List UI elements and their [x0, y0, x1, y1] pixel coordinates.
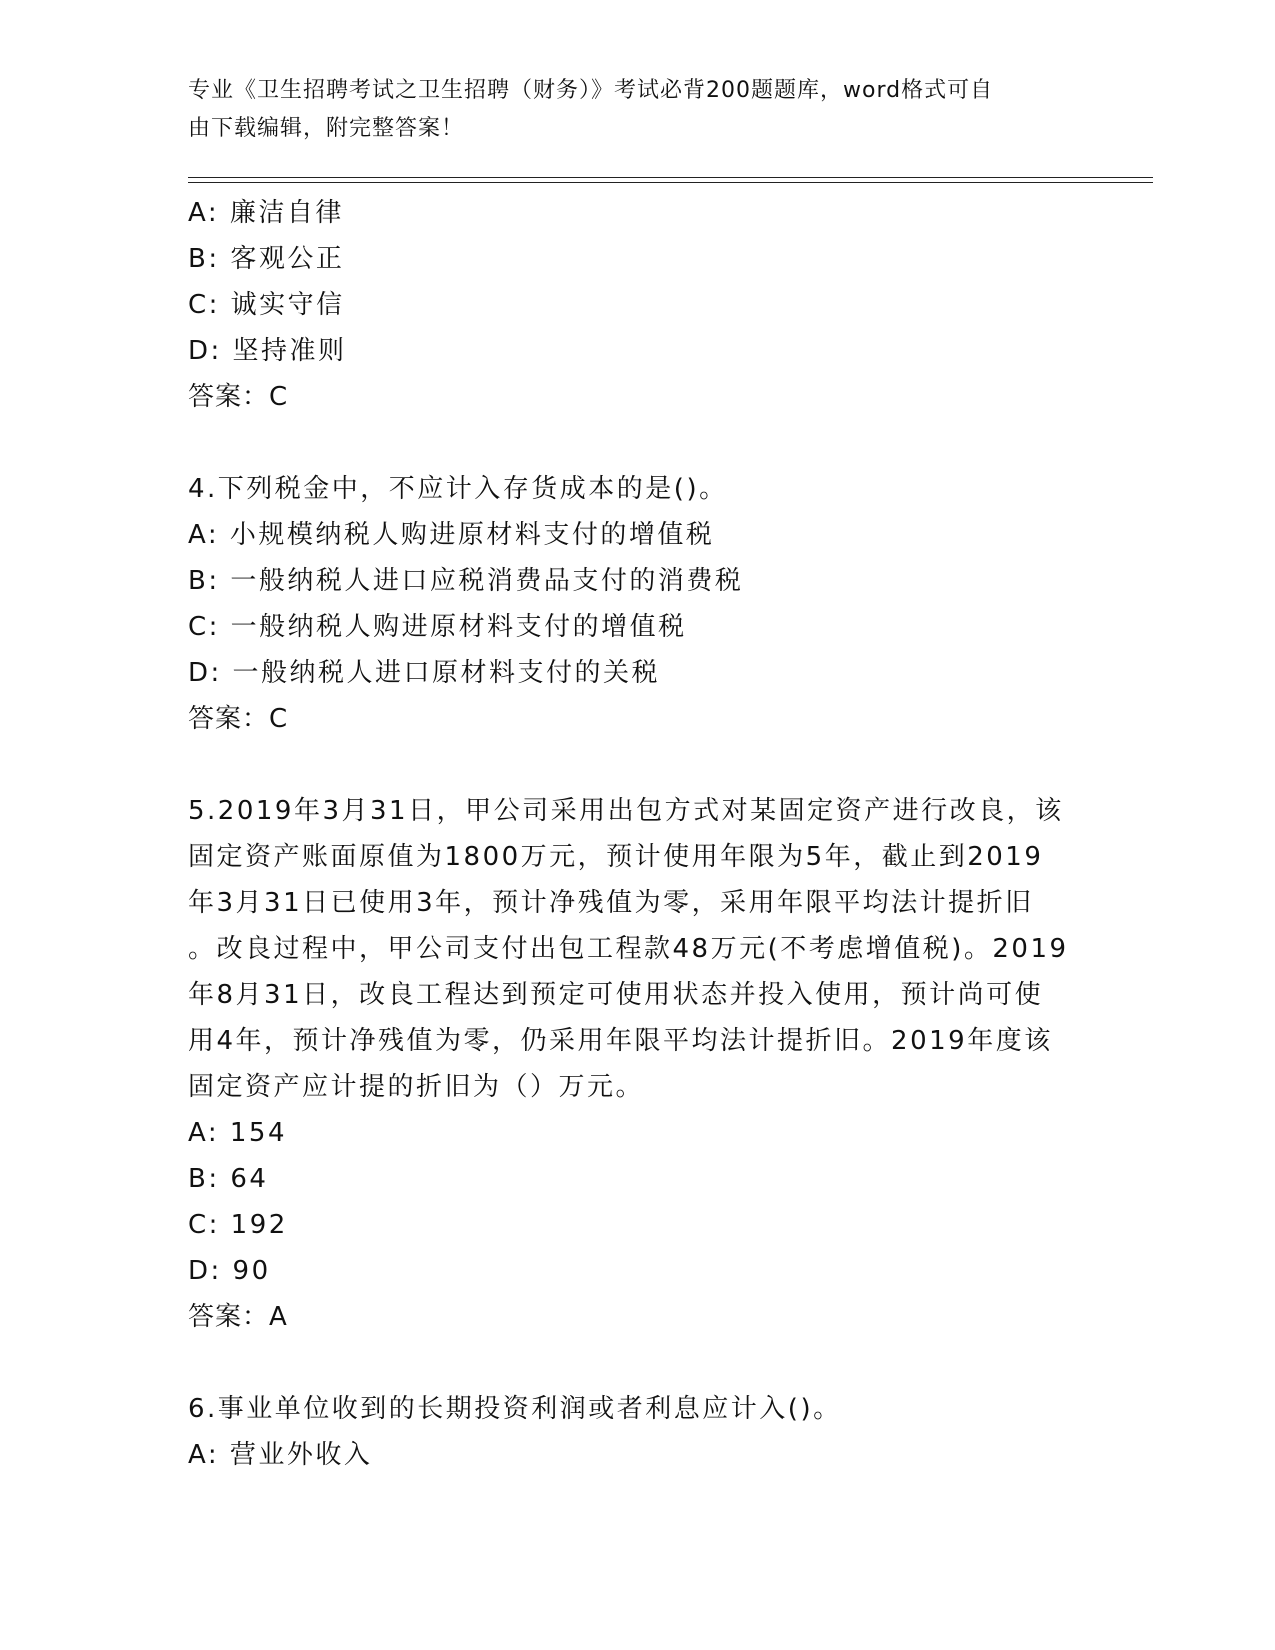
question-stem-line: 年3月31日已使用3年，预计净残值为零，采用年限平均法计提折旧 [188, 888, 1034, 918]
answer: 答案：A [188, 1302, 288, 1332]
option-a: A: 营业外收入 [188, 1440, 373, 1470]
question-stem: 4.下列税金中，不应计入存货成本的是()。 [188, 474, 728, 504]
option-c: C: 一般纳税人购进原材料支付的增值税 [188, 612, 687, 642]
option-b: B: 客观公正 [188, 244, 345, 274]
option-c: C: 192 [188, 1210, 288, 1240]
document-header [188, 72, 1068, 148]
question-stem-line: 固定资产应计提的折旧为（）万元。 [188, 1072, 645, 1102]
question-stem-line: 5.2019年3月31日，甲公司采用出包方式对某固定资产进行改良，该 [188, 796, 1064, 826]
question-3 [188, 190, 1088, 420]
header-double-rule [188, 177, 1153, 183]
header-line-2: 由下载编辑，附完整答案！ [188, 116, 465, 141]
option-a: A: 小规模纳税人购进原材料支付的增值税 [188, 520, 715, 550]
question-6 [188, 1386, 1088, 1478]
option-d: D: 90 [188, 1256, 271, 1286]
option-d: D: 一般纳税人进口原材料支付的关税 [188, 658, 661, 688]
answer: 答案：C [188, 704, 289, 734]
header-line-1: 专业《卫生招聘考试之卫生招聘（财务）》考试必背200题题库，word格式可自 [188, 78, 994, 103]
question-4 [188, 466, 1088, 742]
spacer [188, 420, 1088, 466]
answer: 答案：C [188, 382, 289, 412]
option-a: A: 154 [188, 1118, 287, 1148]
option-a: A: 廉洁自律 [188, 198, 344, 228]
option-b: B: 64 [188, 1164, 269, 1194]
option-d: D: 坚持准则 [188, 336, 347, 366]
question-stem: 6.事业单位收到的长期投资利润或者利息应计入()。 [188, 1394, 842, 1424]
document-body [188, 190, 1088, 1478]
question-stem-line: 。改良过程中，甲公司支付出包工程款48万元(不考虑增值税)。2019 [188, 934, 1069, 964]
question-stem-line: 年8月31日，改良工程达到预定可使用状态并投入使用，预计尚可使 [188, 980, 1044, 1010]
option-b: B: 一般纳税人进口应税消费品支付的消费税 [188, 566, 744, 596]
option-c: C: 诚实守信 [188, 290, 345, 320]
spacer [188, 742, 1088, 788]
question-stem-line: 用4年，预计净残值为零，仍采用年限平均法计提折旧。2019年度该 [188, 1026, 1053, 1056]
spacer [188, 1340, 1088, 1386]
question-5 [188, 788, 1088, 1340]
question-stem-line: 固定资产账面原值为1800万元，预计使用年限为5年，截止到2019 [188, 842, 1044, 872]
